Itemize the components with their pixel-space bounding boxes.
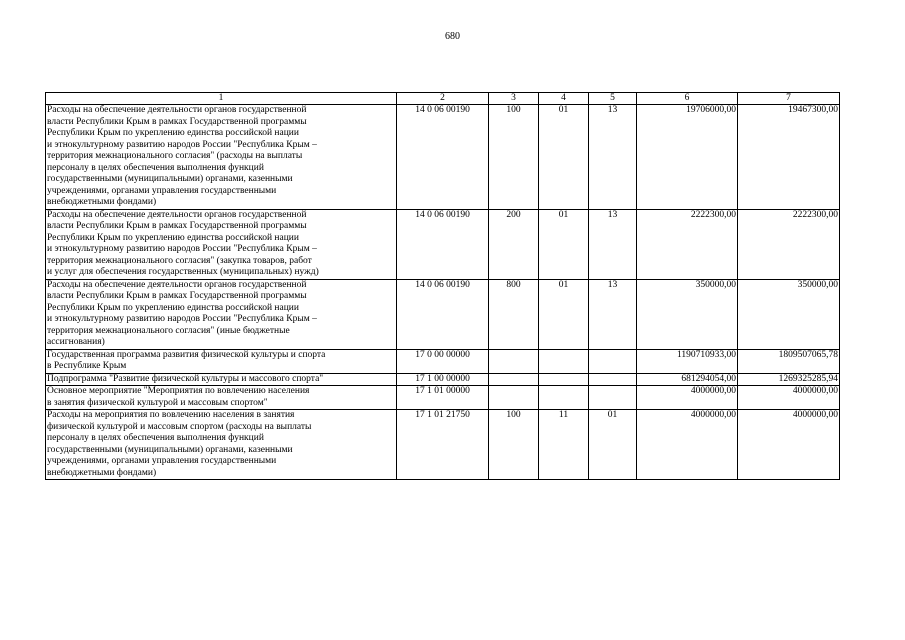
- column-header-3: 3: [489, 93, 539, 105]
- row-target-code: 14 0 06 00190: [397, 279, 489, 349]
- row-target-code: 17 1 01 21750: [397, 410, 489, 480]
- row-subsection: 13: [589, 279, 637, 349]
- row-subsection: [589, 349, 637, 373]
- row-target-code: 14 0 06 00190: [397, 105, 489, 210]
- row-description: Расходы на обеспечение деятельности органов государственной власти Республики Крым в рамках Государственной программы Республики Крым по укреплению единства российской нации и этнокультурному развитию народов России "Республика Крым – территория межнационального согласия" (иные бюджетные ассигнования): [46, 279, 397, 349]
- table-row: [46, 279, 840, 349]
- row-target-code: 17 1 00 00000: [397, 373, 489, 386]
- row-expense-type: 100: [489, 105, 539, 210]
- row-section: [539, 373, 589, 386]
- page-number: 680: [445, 31, 460, 42]
- table-row: [46, 349, 840, 373]
- row-description: Государственная программа развития физической культуры и спорта в Республике Крым: [46, 349, 397, 373]
- row-expense-type: 800: [489, 279, 539, 349]
- row-amount-col6: 4000000,00: [637, 386, 738, 410]
- row-section: 01: [539, 105, 589, 210]
- row-target-code: 17 1 01 00000: [397, 386, 489, 410]
- budget-table: [45, 92, 840, 480]
- column-header-6: 6: [637, 93, 738, 105]
- row-target-code: 17 0 00 00000: [397, 349, 489, 373]
- row-amount-col6: 2222300,00: [637, 209, 738, 279]
- row-amount-col7: 1269325285,94: [738, 373, 840, 386]
- row-description: Основное мероприятие "Мероприятия по вовлечению населения в занятия физической культурой и массовым спортом": [46, 386, 397, 410]
- row-section: [539, 386, 589, 410]
- row-subsection: [589, 373, 637, 386]
- row-description: Расходы на обеспечение деятельности органов государственной власти Республики Крым в рамках Государственной программы Республики Крым по укреплению единства российской нации и этнокультурному развитию народов России "Республика Крым – территория межнационального согласия" (расходы на выплаты персоналу в целях обеспечения выполнения функций государственными (муниципальными) органами, казенными учреждениями, органами управления государственными внебюджетными фондами): [46, 105, 397, 210]
- row-target-code: 14 0 06 00190: [397, 209, 489, 279]
- table-row: [46, 209, 840, 279]
- row-amount-col7: 4000000,00: [738, 410, 840, 480]
- row-expense-type: [489, 349, 539, 373]
- table-row: [46, 373, 840, 386]
- row-expense-type: [489, 386, 539, 410]
- row-amount-col7: 4000000,00: [738, 386, 840, 410]
- row-section: 11: [539, 410, 589, 480]
- row-expense-type: 100: [489, 410, 539, 480]
- row-amount-col7: 1809507065,78: [738, 349, 840, 373]
- row-subsection: 13: [589, 105, 637, 210]
- row-subsection: 01: [589, 410, 637, 480]
- row-amount-col7: 350000,00: [738, 279, 840, 349]
- table-row: [46, 105, 840, 210]
- row-amount-col7: 2222300,00: [738, 209, 840, 279]
- row-amount-col6: 350000,00: [637, 279, 738, 349]
- row-section: 01: [539, 279, 589, 349]
- table-row: [46, 386, 840, 410]
- row-description: Подпрограмма "Развитие физической культуры и массового спорта": [46, 373, 397, 386]
- row-amount-col6: 681294054,00: [637, 373, 738, 386]
- column-header-2: 2: [397, 93, 489, 105]
- table-row: [46, 410, 840, 480]
- column-header-7: 7: [738, 93, 840, 105]
- row-section: 01: [539, 209, 589, 279]
- row-amount-col6: 4000000,00: [637, 410, 738, 480]
- row-amount-col6: 19706000,00: [637, 105, 738, 210]
- row-description: Расходы на мероприятия по вовлечению населения в занятия физической культурой и массовым спортом (расходы на выплаты персоналу в целях обеспечения выполнения функций государственными (муниципальными) органами, казенными учреждениями, органами управления государственными внебюджетными фондами): [46, 410, 397, 480]
- row-description: Расходы на обеспечение деятельности органов государственной власти Республики Крым в рамках Государственной программы Республики Крым по укреплению единства российской нации и этнокультурному развитию народов России "Республика Крым – территория межнационального согласия" (закупка товаров, работ и услуг для обеспечения государственных (муниципальных) нужд): [46, 209, 397, 279]
- row-subsection: [589, 386, 637, 410]
- row-section: [539, 349, 589, 373]
- row-expense-type: [489, 373, 539, 386]
- row-expense-type: 200: [489, 209, 539, 279]
- column-header-4: 4: [539, 93, 589, 105]
- column-header-5: 5: [589, 93, 637, 105]
- column-header-1: 1: [46, 93, 397, 105]
- row-amount-col7: 19467300,00: [738, 105, 840, 210]
- row-amount-col6: 1190710933,00: [637, 349, 738, 373]
- table-header-row: [46, 93, 840, 105]
- row-subsection: 13: [589, 209, 637, 279]
